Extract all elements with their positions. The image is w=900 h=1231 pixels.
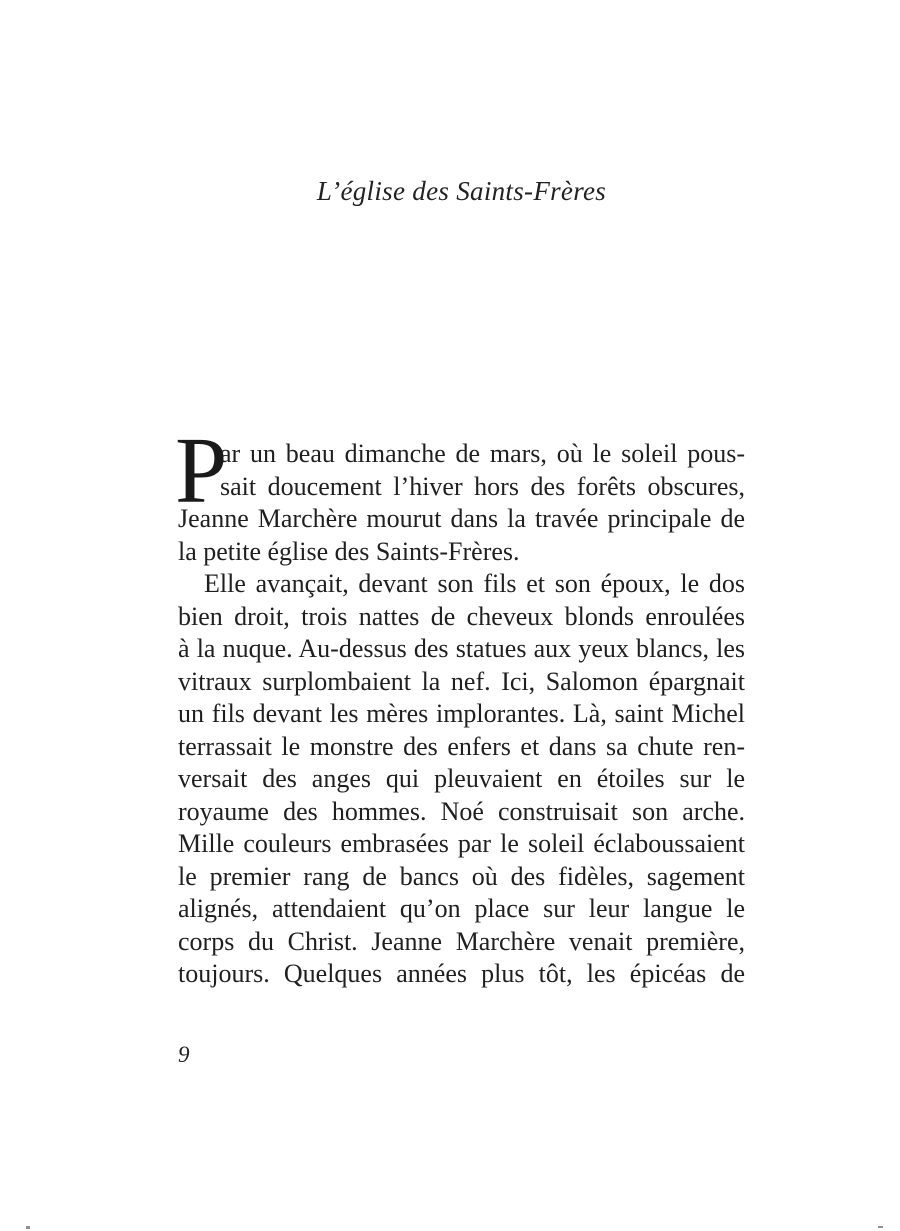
body-text-line: Elle avançait, devant son fils et son époux, le dos [204, 569, 745, 598]
page-number: 9 [178, 1042, 190, 1067]
body-text-line: vitraux surplombaient la nef. Ici, Salomon épargnait [178, 666, 745, 696]
body-text-line: toujours. Quelques années plus tôt, les épicéas de [178, 959, 745, 988]
body-text-line: versait des anges qui pleuvaient en étoiles sur le [178, 764, 745, 793]
body-text [175, 419, 745, 991]
body-text-line: le premier rang de bancs où des fidèles, sagement [178, 861, 745, 891]
drop-cap-letter: P [175, 419, 228, 523]
body-text-line: un fils devant les mères implorantes. Là, saint Michel [178, 699, 745, 728]
body-text-line: sait doucement l’hiver hors des forêts obscures, [220, 471, 745, 501]
body-text-line: royaume des hommes. Noé construisait son arche. [178, 796, 745, 826]
body-text-line: terrassait le monstre des enfers et dans sa chute ren- [178, 731, 745, 761]
body-text-line: à la nuque. Au-dessus des statues aux yeux blancs, les [178, 634, 745, 663]
body-text-line: alignés, attendaient qu’on place sur leur langue le [178, 894, 745, 923]
body-text-line: Jeanne Marchère mourut dans la travée principale de [178, 504, 745, 533]
chapter-title: L’église des Saints-Frères [316, 176, 607, 206]
body-text-line: Mille couleurs embrasées par le soleil éclaboussaient [178, 829, 745, 858]
body-text-line: corps du Christ. Jeanne Marchère venait première, [178, 926, 745, 956]
body-text-line: bien droit, trois nattes de cheveux blonds enroulées [178, 601, 745, 631]
scan-speck-left [26, 1226, 30, 1229]
body-text-line: la petite église des Saints-Frères. [178, 536, 520, 566]
body-text-line: ar un beau dimanche de mars, où le soleil pous- [220, 439, 745, 468]
scan-speck-right [878, 1226, 883, 1228]
